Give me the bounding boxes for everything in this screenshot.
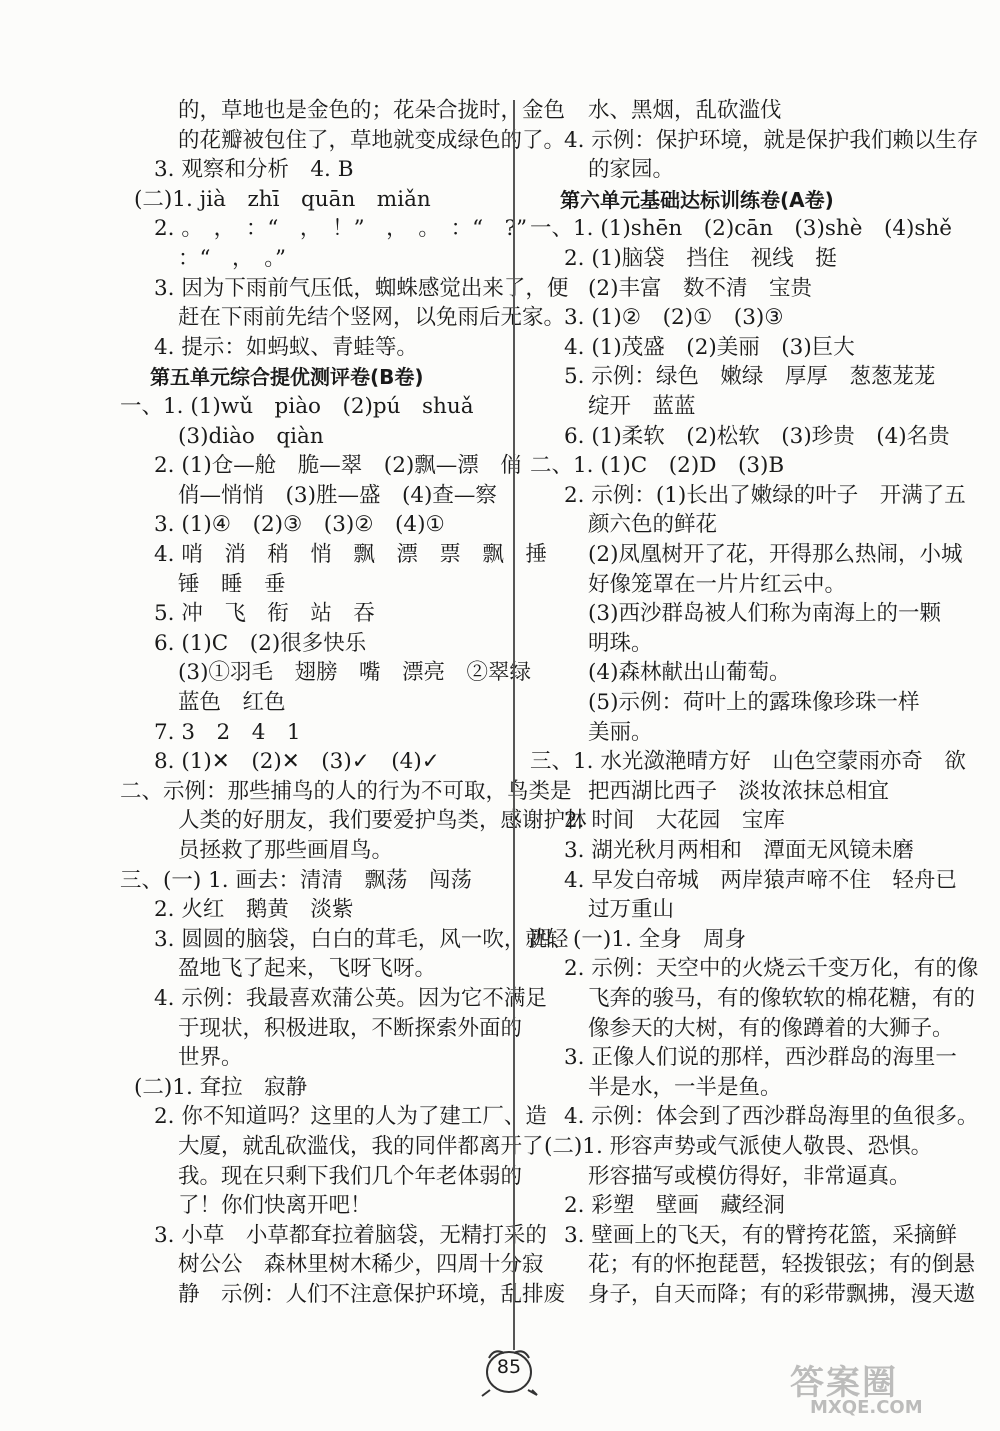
answer-line: 水、黑烟，乱砍滥伐 <box>588 98 782 123</box>
answer-line: 花；有的怀抱琵琶，轻拨银弦；有的倒悬 <box>588 1252 976 1278</box>
answer-line: 四、(一)1. 全身 周身 <box>530 926 747 952</box>
answer-line: 8. (1)✕ (2)✕ (3)✓ (4)✓ <box>154 749 440 775</box>
answer-line: (2)丰富 数不清 宝贵 <box>588 275 812 301</box>
answer-line: 3. 正像人们说的那样，西沙群岛的海里一 <box>564 1045 957 1071</box>
answer-line: 树公公 森林里树木稀少，四周十分寂 <box>178 1252 544 1278</box>
answer-line: 一、1. (1)shēn (2)cān (3)shè (4)shě <box>530 216 953 242</box>
answer-line: 静 示例：人们不注意保护环境，乱排废 <box>178 1282 566 1307</box>
column-divider <box>513 100 515 1350</box>
answer-line: (3)diào qiàn <box>178 423 324 449</box>
answer-line: 二、示例：那些捕鸟的人的行为不可取，鸟类是 <box>120 778 572 804</box>
answer-line: 三、1. 水光潋滟晴方好 山色空蒙雨亦奇 欲 <box>530 749 966 775</box>
answer-line: 2. 示例：(1)长出了嫩绿的叶子 开满了五 <box>564 482 966 508</box>
answer-line: 3. (1)④ (2)③ (3)② (4)① <box>154 512 445 538</box>
answer-line: 2. 示例：天空中的火烧云千变万化，有的像 <box>564 956 979 982</box>
answer-line: 半是水，一半是鱼。 <box>588 1074 782 1100</box>
answer-line: 3. 湖光秋月两相和 潭面无风镜未磨 <box>564 838 914 863</box>
answer-line: 3. 观察和分析 4. B <box>154 157 354 183</box>
answer-line: 2. (1)仓—舱 脆—翠 (2)飘—漂 俏 <box>154 453 522 479</box>
answer-line: (2)凤凰树开了花，开得那么热闹，小城 <box>588 542 963 567</box>
answer-line: 3. (1)② (2)① (3)③ <box>564 305 784 331</box>
answer-line: 绽开 蓝蓝 <box>588 394 696 419</box>
answer-line: 锤 睡 垂 <box>178 571 286 597</box>
answer-line: 2. (1)脑袋 挡住 视线 挺 <box>564 246 837 271</box>
answer-line: 二、1. (1)C (2)D (3)B <box>530 453 785 479</box>
answer-line: (5)示例：荷叶上的露珠像珍珠一样 <box>588 690 920 715</box>
answer-line: 蓝色 红色 <box>178 690 286 715</box>
answer-line: (3)西沙群岛被人们称为南海上的一颗 <box>588 601 941 627</box>
answer-line: 我。现在只剩下我们几个年老体弱的 <box>178 1163 523 1189</box>
answer-line: (二)1. 耷拉 寂静 <box>134 1074 308 1100</box>
answer-line: 2. 彩塑 壁画 藏经洞 <box>564 1193 785 1219</box>
answer-line: 俏—悄悄 (3)胜—盛 (4)查—察 <box>178 482 497 508</box>
answer-line: 明珠。 <box>588 630 653 656</box>
answer-line: 6. (1)C (2)很多快乐 <box>154 630 367 656</box>
page-number-badge <box>474 1346 544 1398</box>
answer-line: 像参天的大树，有的像蹲着的大狮子。 <box>588 1015 954 1041</box>
answer-line: 好像笼罩在一片片红云中。 <box>588 571 847 597</box>
answer-line: 3. 壁画上的飞天，有的臂挎花篮，采摘鲜 <box>564 1222 957 1248</box>
answer-line: 2. 你不知道吗？这里的人为了建工厂、造 <box>154 1104 547 1130</box>
answer-line: 三、(一) 1. 画去：清清 飘荡 闯荡 <box>120 867 472 893</box>
answer-line: 身子，自天而降；有的彩带飘拂，漫天遨 <box>588 1282 976 1307</box>
answer-line: 世界。 <box>178 1045 243 1071</box>
answer-line: ：“ ， 。” <box>178 246 286 271</box>
answer-line: 3. 因为下雨前气压低，蜘蛛感觉出来了，便 <box>154 275 569 301</box>
answer-line: 4. 哨 消 稍 悄 飘 漂 票 飘 捶 <box>154 542 547 567</box>
answer-line: 形容描写或模仿得好，非常逼真。 <box>588 1163 911 1189</box>
answer-line: 3. 圆圆的脑袋，白白的茸毛，风一吹，就轻 <box>154 926 569 952</box>
answer-line: (4)森林献出山葡萄。 <box>588 660 791 686</box>
answer-line: 一、1. (1)wǔ piào (2)pú shuǎ <box>120 394 474 419</box>
answer-line: (3)①羽毛 翅膀 嘴 漂亮 ②翠绿 <box>178 660 531 686</box>
answer-line: 的，草地也是金色的；花朵合拢时，金色 <box>178 98 566 123</box>
answer-line: 的家园。 <box>588 157 675 183</box>
answer-line: 颜六色的鲜花 <box>588 512 718 538</box>
answer-line: 飞奔的骏马，有的像软软的棉花糖，有的 <box>588 986 976 1011</box>
answer-line: 6. (1)柔软 (2)松软 (3)珍贵 (4)名贵 <box>564 423 950 449</box>
answer-line: 4. 示例：体会到了西沙群岛海里的鱼很多。 <box>564 1104 979 1130</box>
section-heading: 第六单元基础达标训练卷(A卷) <box>560 187 834 212</box>
answer-line: 把西湖比西子 淡妆浓抹总相宜 <box>588 778 890 804</box>
answer-line: 5. 示例：绿色 嫩绿 厚厚 葱葱茏茏 <box>564 364 936 390</box>
answer-line: (二)1. 形容声势或气派使人敬畏、恐惧。 <box>544 1134 933 1159</box>
watermark-logo: 答案圈 <box>790 1363 898 1403</box>
answer-line: 员拯救了那些画眉鸟。 <box>178 838 394 863</box>
answer-line: 3. 小草 小草都耷拉着脑袋，无精打采的 <box>154 1222 547 1248</box>
watermark-url: MXQE.COM <box>810 1397 923 1418</box>
answer-line: 2. 时间 大花园 宝库 <box>564 808 785 834</box>
answer-line: 人类的好朋友，我们要爱护鸟类，感谢护林 <box>178 808 587 834</box>
answer-line: 7. 3 2 4 1 <box>154 719 301 745</box>
answer-line: 美丽。 <box>588 719 653 745</box>
answer-line: 的花瓣被包住了，草地就变成绿色的了。 <box>178 127 566 153</box>
answer-line: 5. 冲 飞 衔 站 吞 <box>154 601 375 627</box>
answer-line: (二)1. jià zhī quān miǎn <box>134 186 431 212</box>
answer-line: 4. 示例：我最喜欢蒲公英。因为它不满足 <box>154 986 547 1011</box>
answer-line: 大厦，就乱砍滥伐，我的同伴都离开了 <box>178 1134 544 1159</box>
answer-line: 了！你们快离开吧！ <box>178 1193 372 1219</box>
answer-line: 盈地飞了起来，飞呀飞呀。 <box>178 956 437 982</box>
watermark <box>790 1355 990 1425</box>
section-heading: 第五单元综合提优测评卷(B卷) <box>150 365 424 390</box>
answer-line: 4. 提示：如蚂蚁、青蛙等。 <box>154 334 418 360</box>
answer-line: 4. 示例：保护环境，就是保护我们赖以生存 <box>564 127 979 153</box>
answer-line: 4. 早发白帝城 两岸猿声啼不住 轻舟已 <box>564 867 957 893</box>
answer-line: 4. (1)茂盛 (2)美丽 (3)巨大 <box>564 334 855 360</box>
answer-line: 2. 火红 鹅黄 淡紫 <box>154 897 354 923</box>
answer-line: 2. 。 ， ：“ ， ！” ， 。 ：“ ?” <box>154 216 528 242</box>
answer-line: 过万重山 <box>588 897 675 923</box>
answer-line: 于现状，积极进取，不断探索外面的 <box>178 1015 523 1041</box>
answer-line: 赶在下雨前先结个竖网，以免雨后无家。 <box>178 305 566 331</box>
page-number: 85 <box>496 1356 522 1378</box>
